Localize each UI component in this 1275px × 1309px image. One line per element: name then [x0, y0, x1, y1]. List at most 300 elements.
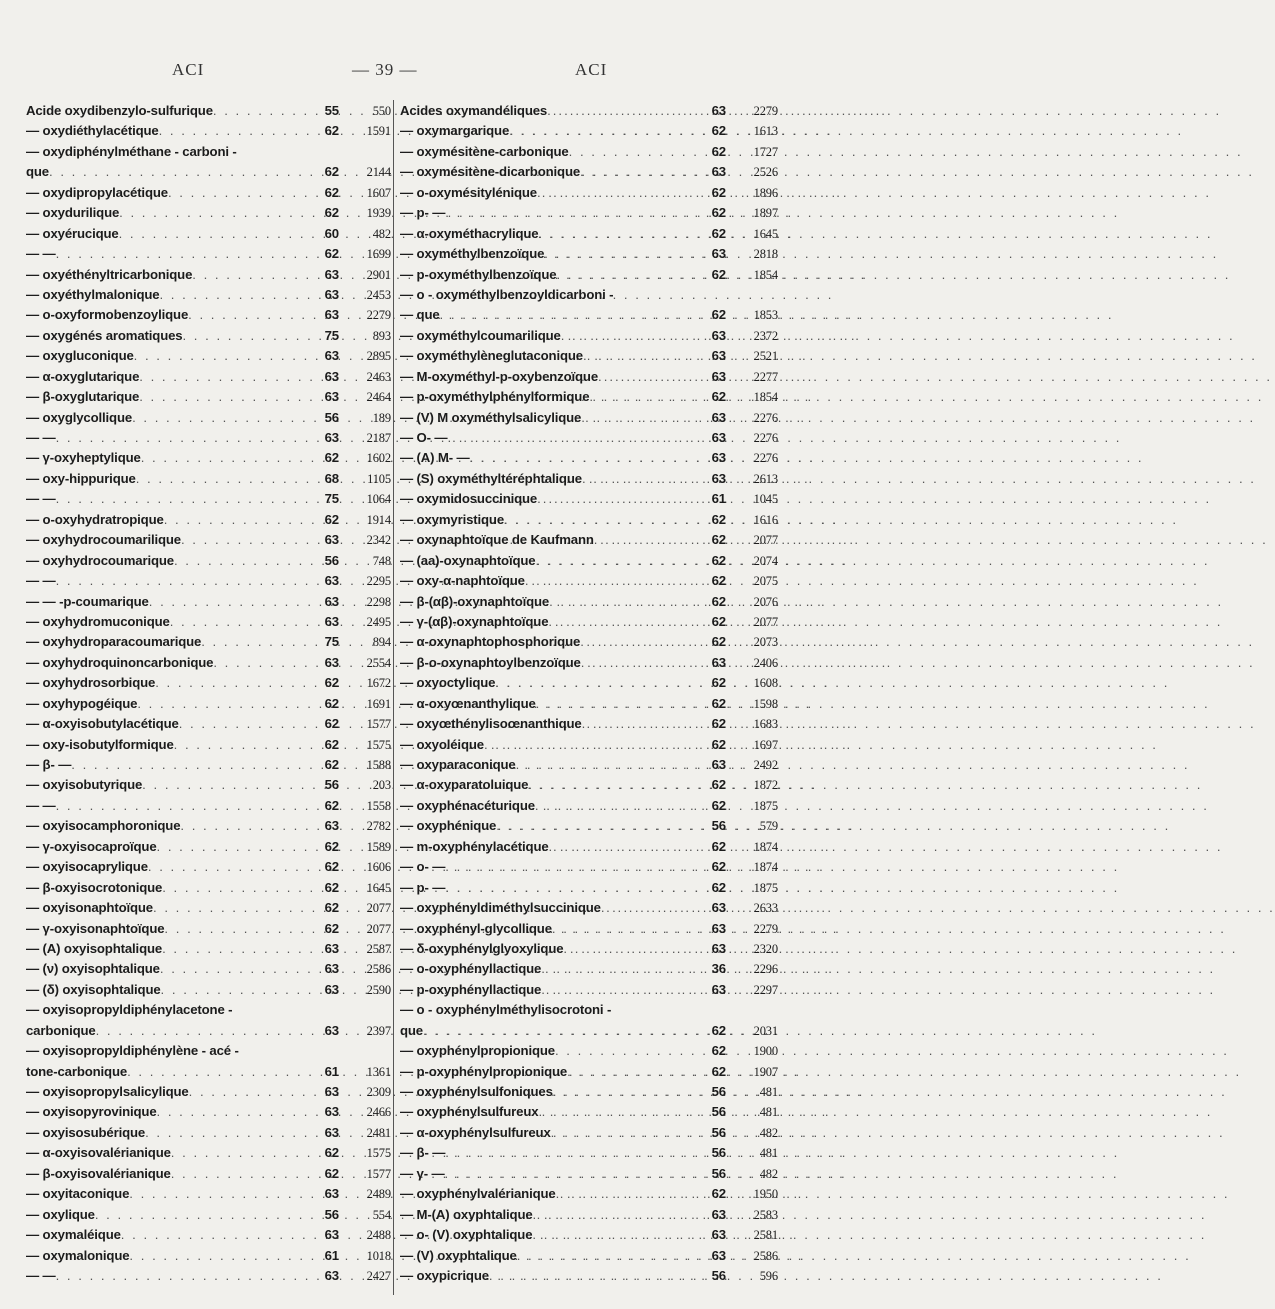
dot-leader	[119, 224, 313, 244]
entry-page: 482	[372, 226, 391, 241]
dot-leader	[136, 469, 313, 489]
entry-volume: 63	[711, 920, 726, 936]
entry-name: — (S) oxyméthyltéréphtalique	[400, 470, 582, 486]
entry-volume: 75	[324, 634, 339, 650]
index-entry	[26, 142, 391, 162]
entry-name: — oxyisonaphtoïque	[26, 900, 153, 916]
dot-leader	[56, 571, 313, 591]
index-entry	[400, 878, 778, 898]
entry-page: 2453	[366, 287, 391, 302]
entry-volume: 75	[324, 491, 339, 507]
entry-page: 893	[372, 328, 391, 343]
entry-name: — γ-oxyisocaproïque	[26, 838, 157, 854]
entry-name: — γ-(αβ)-oxynaphtoïque	[400, 613, 549, 629]
dot-leader	[134, 346, 313, 366]
dot-leader	[581, 653, 700, 673]
entry-page: 1606	[366, 860, 391, 875]
dot-leader	[164, 919, 313, 939]
entry-volume: 63	[711, 103, 726, 118]
entry-volume: 63	[711, 409, 726, 425]
entry-volume: 55	[324, 103, 339, 118]
entry-volume: 63	[711, 981, 726, 997]
entry-volume: 56	[711, 1084, 726, 1099]
entry-name: carbonique	[26, 1022, 96, 1038]
dot-leader	[121, 1225, 313, 1245]
entry-name: — oxyméthylcoumarilique	[400, 327, 561, 343]
dot-leader	[496, 816, 700, 836]
dot-leader	[582, 469, 700, 489]
entry-name: — oxyhydrocoumarique	[26, 552, 174, 568]
entry-volume: 63	[324, 1267, 339, 1283]
entry-page: 2464	[366, 390, 391, 405]
entry-name: — oxyphénylsulfoniques	[400, 1084, 553, 1099]
entry-volume: 62	[711, 879, 726, 895]
entry-page: 894	[372, 635, 391, 650]
entry-name: — oxymyristique	[400, 511, 505, 527]
entry-page: 2296	[753, 962, 778, 977]
index-entry	[26, 878, 391, 898]
entry-page: 1589	[366, 839, 391, 854]
index-entry	[400, 387, 778, 407]
entry-page: 2074	[753, 553, 778, 568]
entry-volume: 62	[324, 205, 339, 221]
index-entry	[400, 735, 778, 755]
entry-name: — oxyoctylique	[400, 675, 496, 691]
entry-name: tone-carbonique	[26, 1063, 128, 1079]
entry-volume: 56	[711, 1267, 726, 1283]
entry-page: 2276	[753, 431, 778, 445]
entry-name: — γ-oxyisonaphtoïque	[26, 920, 165, 936]
entry-volume: 63	[711, 940, 726, 956]
entry-page: 2295	[366, 574, 391, 589]
entry-name: — —	[26, 430, 56, 445]
dot-leader	[516, 755, 700, 775]
index-entry	[400, 592, 778, 612]
entry-page: 596	[759, 1268, 778, 1283]
entry-name: — oxyphénacéturique	[400, 797, 535, 813]
index-entry	[400, 469, 778, 489]
entry-name: — p-oxyphényllactique	[400, 981, 542, 997]
entry-volume: 56	[711, 1165, 726, 1181]
entry-volume: 56	[711, 1145, 726, 1161]
index-entry	[400, 1143, 778, 1163]
dot-leader	[561, 326, 700, 346]
entry-volume: 63	[711, 1206, 726, 1222]
dot-leader	[583, 346, 700, 366]
index-entry	[400, 632, 778, 652]
entry-name: — oxyhydromuconique	[26, 613, 170, 629]
entry-volume: 63	[711, 450, 726, 466]
entry-volume: 62	[324, 757, 339, 772]
entry-name: — (aa)-oxynaphtoïque	[400, 552, 536, 568]
entry-name: — α-oxyparatoluique	[400, 777, 529, 793]
index-entry	[26, 653, 391, 673]
entry-name: — — -p-coumarique	[26, 593, 149, 609]
entry-volume: 63	[324, 389, 339, 405]
dot-leader	[549, 837, 700, 857]
entry-page: 2031	[753, 1023, 778, 1038]
index-entry	[26, 1164, 391, 1184]
entry-name: — oxyérucique	[26, 225, 119, 241]
dot-leader	[525, 571, 700, 591]
dot-leader	[580, 632, 700, 652]
dot-leader	[159, 285, 313, 305]
entry-volume: 63	[324, 286, 339, 302]
entry-name: — β-oxyisovalérianique	[26, 1165, 171, 1181]
entry-volume: 63	[324, 981, 339, 997]
dot-leader	[555, 1041, 700, 1061]
entry-name: — α-oxyglutarique	[26, 368, 140, 384]
dot-leader	[537, 489, 700, 509]
dot-leader	[142, 775, 313, 795]
index-entry	[26, 551, 391, 571]
entry-name: que	[26, 164, 49, 180]
dot-leader	[157, 1102, 313, 1122]
index-entry	[400, 1205, 778, 1225]
entry-name: — m-oxyphénylacétique	[400, 838, 549, 854]
dot-leader	[547, 101, 700, 121]
entry-volume: 63	[324, 348, 339, 364]
entry-volume: 61	[711, 491, 726, 507]
index-entry	[400, 1102, 778, 1122]
entry-name: — o- (V) oxyphtalique	[400, 1227, 533, 1243]
dot-leader	[556, 1184, 700, 1204]
entry-page: 2075	[753, 574, 778, 589]
index-entry	[26, 939, 391, 959]
entry-name: — M-oxyméthyl-p-oxybenzoïque	[400, 368, 599, 384]
entry-name: Acide oxydibenzylo-sulfurique	[26, 103, 213, 118]
index-entry	[26, 775, 391, 795]
entry-page: 1575	[366, 1146, 391, 1161]
dot-leader	[544, 244, 700, 264]
entry-page: 2581	[753, 1228, 778, 1243]
entry-page: 2587	[366, 941, 391, 956]
dot-leader	[95, 1205, 313, 1225]
entry-name: — oxydurilique	[26, 205, 120, 221]
entry-name: — oxymésitène-carbonique	[400, 143, 569, 159]
entry-volume: 60	[324, 225, 339, 241]
entry-page: 1645	[753, 226, 778, 241]
entry-volume: 62	[324, 900, 339, 916]
entry-page: 2521	[753, 349, 778, 364]
dot-leader	[535, 796, 700, 816]
entry-name: — γ-oxyheptylique	[26, 450, 141, 466]
entry-page: 1727	[753, 144, 778, 159]
entry-page: 2320	[753, 941, 778, 956]
index-entry	[26, 694, 391, 714]
dot-leader	[132, 408, 313, 428]
index-entry	[26, 469, 391, 489]
entry-volume: 62	[711, 123, 726, 139]
entry-volume: 63	[324, 1186, 339, 1202]
entry-page: 1896	[753, 185, 778, 200]
entry-name: — o-oxyhydratropique	[26, 511, 164, 527]
dot-leader	[532, 1225, 700, 1245]
entry-page: 2077	[366, 901, 391, 916]
index-entry	[26, 183, 391, 203]
entry-name: — α-oxyisobutylacétique	[26, 716, 179, 732]
entry-volume: 63	[711, 654, 726, 670]
dot-leader	[56, 1266, 313, 1286]
entry-volume: 63	[711, 348, 726, 364]
entry-name: — oxygluconique	[26, 348, 134, 364]
entry-page: 2466	[366, 1105, 391, 1120]
entry-volume: 63	[324, 1104, 339, 1120]
index-entry	[400, 1000, 778, 1020]
entry-page: 748	[372, 553, 391, 568]
entry-volume: 63	[324, 307, 339, 323]
entry-page: 1939	[366, 206, 391, 221]
index-entry	[26, 857, 391, 877]
entry-volume: 56	[324, 409, 339, 425]
dot-leader	[149, 592, 313, 612]
entry-name: — (A) M- —	[400, 450, 470, 466]
entry-name: — oxymalonique	[26, 1247, 130, 1263]
entry-name: — α-oxyphénylsulfureux	[400, 1124, 551, 1140]
index-entry	[400, 224, 778, 244]
entry-name: — oxymargarique	[400, 123, 510, 139]
entry-name: — p- —	[400, 205, 446, 221]
entry-volume: 62	[324, 859, 339, 875]
entry-volume: 63	[324, 1124, 339, 1140]
running-header	[0, 60, 800, 88]
entry-name: — oxyméthylbenzoïque	[400, 246, 545, 262]
entry-name: — que	[400, 307, 440, 323]
entry-page: 550	[372, 104, 391, 118]
entry-name: — oxygénés aromatiques	[26, 327, 183, 343]
dot-leader	[171, 1143, 313, 1163]
index-entry	[400, 203, 778, 223]
index-entry	[400, 673, 778, 693]
entry-page: 1575	[366, 737, 391, 752]
dot-leader	[119, 203, 313, 223]
index-entry	[26, 510, 391, 530]
index-entry	[26, 244, 391, 264]
index-entry	[400, 653, 778, 673]
index-entry	[26, 489, 391, 509]
entry-page: 1897	[753, 206, 778, 221]
index-entry	[400, 796, 778, 816]
entry-page: 1577	[366, 1166, 391, 1181]
index-entry	[26, 428, 391, 448]
entry-page: 1683	[753, 717, 778, 732]
index-entry	[26, 755, 391, 775]
entry-name: — oxyhypogéique	[26, 695, 138, 711]
dot-leader	[528, 775, 700, 795]
entry-name: — p-oxyméthylbenzoïque	[400, 266, 557, 282]
index-entry	[400, 898, 778, 918]
entry-volume: 62	[324, 164, 339, 180]
entry-volume: 62	[324, 736, 339, 752]
dot-leader	[179, 714, 313, 734]
index-entry	[400, 346, 778, 366]
entry-volume: 62	[711, 1022, 726, 1038]
entry-volume: 62	[324, 246, 339, 262]
entry-name: — β-o-oxynaphtoylbenzoïque	[400, 654, 581, 670]
dot-leader	[484, 735, 700, 755]
dot-leader	[127, 1062, 313, 1082]
index-entry	[26, 1000, 391, 1020]
entry-page: 481	[759, 1146, 778, 1161]
entry-volume: 62	[711, 573, 726, 589]
entry-name: — o - oxyphénylméthylisocrotoni -	[400, 1002, 612, 1018]
entry-page: 1616	[753, 512, 778, 527]
index-entry	[400, 714, 778, 734]
entry-name: — α-oxyméthacrylique	[400, 225, 539, 241]
entry-volume: 62	[711, 777, 726, 793]
entry-name: — α-oxyœnanthylique	[400, 695, 536, 711]
entry-volume: 62	[711, 511, 726, 527]
index-entry	[26, 448, 391, 468]
entry-name: — o- —	[400, 859, 446, 875]
entry-volume: 62	[324, 838, 339, 854]
entry-volume: 62	[711, 736, 726, 752]
entry-volume: 63	[711, 164, 726, 180]
entry-volume: 61	[324, 1247, 339, 1263]
entry-volume: 62	[324, 123, 339, 139]
entry-volume: 62	[324, 511, 339, 527]
index-entry	[26, 816, 391, 836]
entry-name: — (V) M oxyméthylsalicylique	[400, 409, 582, 425]
dot-leader	[445, 1143, 700, 1163]
entry-volume: 63	[711, 1247, 726, 1263]
index-entry	[26, 673, 391, 693]
entry-name: — oxyglycollique	[26, 409, 133, 425]
index-entry	[400, 837, 778, 857]
entry-name: — γ- —	[400, 1165, 445, 1181]
entry-page: 1900	[753, 1044, 778, 1059]
entry-page: 2372	[753, 328, 778, 343]
entry-page: 1591	[366, 124, 391, 139]
header-left: ACI	[172, 60, 205, 79]
entry-name: Acides oxymandéliques	[400, 103, 548, 118]
entry-name: — oxymaléique	[26, 1227, 121, 1243]
entry-page: 189	[372, 410, 391, 425]
entry-volume: 62	[711, 797, 726, 813]
index-entry	[26, 1184, 391, 1204]
entry-volume: 75	[324, 327, 339, 343]
entry-page: 2077	[366, 921, 391, 936]
dot-leader	[535, 551, 700, 571]
entry-name: — β-oxyglutarique	[26, 389, 140, 405]
dot-leader	[192, 265, 313, 285]
entry-volume: 62	[324, 1145, 339, 1161]
dot-leader	[164, 510, 313, 530]
index-entry	[400, 162, 778, 182]
entry-page: 1018	[366, 1248, 391, 1263]
index-entry	[26, 1041, 391, 1061]
entry-volume: 62	[711, 1043, 726, 1059]
entry-volume: 63	[324, 593, 339, 609]
entry-name: — oxyéthylmalonique	[26, 286, 160, 302]
index-entry	[400, 142, 778, 162]
index-entry	[26, 980, 391, 1000]
entry-name: — oxyisopyrovinique	[26, 1104, 157, 1120]
entry-name: — oxyhydroparacoumarique	[26, 634, 202, 650]
entry-page: 2586	[753, 1248, 778, 1263]
column-divider	[393, 100, 394, 1295]
dot-leader	[445, 203, 700, 223]
index-entry	[400, 694, 778, 714]
index-column-left	[26, 101, 391, 1301]
entry-page: 2073	[753, 635, 778, 650]
index-entry	[26, 326, 391, 346]
entry-page: 1598	[753, 696, 778, 711]
entry-page: 2526	[753, 165, 778, 180]
dot-leader	[537, 183, 700, 203]
index-entry	[400, 857, 778, 877]
index-entry	[400, 1062, 778, 1082]
entry-page: 2488	[366, 1228, 391, 1243]
index-entry	[400, 816, 778, 836]
dot-leader	[569, 142, 700, 162]
entry-page: 1875	[753, 880, 778, 895]
entry-page: 1607	[366, 185, 391, 200]
entry-name: — α-oxynaphtophosphorique	[400, 634, 581, 650]
entry-page: 1874	[753, 860, 778, 875]
entry-page: 1907	[753, 1064, 778, 1079]
entry-name: — δ-oxyphénylglyoxylique	[400, 940, 564, 956]
index-entry	[26, 1082, 391, 1102]
entry-volume: 63	[324, 613, 339, 629]
index-entry	[26, 1021, 391, 1041]
dot-leader	[174, 551, 313, 571]
entry-page: 1105	[367, 471, 391, 486]
entry-name: que	[400, 1022, 423, 1038]
entry-page: 2583	[753, 1207, 778, 1222]
entry-volume: 63	[711, 327, 726, 343]
index-entry	[400, 448, 778, 468]
entry-volume: 63	[324, 654, 339, 670]
index-entry	[400, 775, 778, 795]
entry-name: — β- —	[400, 1145, 446, 1161]
entry-name: — —	[26, 1267, 56, 1283]
entry-name: — β- —	[26, 757, 72, 772]
index-entry	[26, 632, 391, 652]
entry-page: 2309	[366, 1085, 391, 1099]
entry-volume: 62	[711, 552, 726, 568]
entry-page: 2342	[366, 533, 391, 548]
dot-leader	[447, 428, 700, 448]
entry-page: 1854	[753, 390, 778, 405]
entry-name: — oxyisopropyldiphénylacetone -	[26, 1002, 233, 1018]
entry-name: — (V) oxyphtalique	[400, 1247, 517, 1263]
index-entry	[26, 837, 391, 857]
entry-page: 1691	[366, 696, 391, 711]
entry-volume: 62	[324, 716, 339, 732]
entry-volume: 62	[324, 450, 339, 466]
index-entry	[26, 1225, 391, 1245]
index-entry	[26, 305, 391, 325]
entry-page: 2279	[753, 104, 778, 118]
entry-volume: 62	[711, 184, 726, 200]
index-entry	[400, 530, 778, 550]
entry-page: 2613	[753, 471, 778, 486]
entry-name: — oxyœthénylisoœnanthique	[400, 716, 582, 732]
index-entry	[400, 939, 778, 959]
index-entry	[400, 285, 778, 305]
dot-leader	[445, 878, 700, 898]
index-column-right	[400, 101, 778, 1301]
entry-volume: 62	[711, 307, 726, 323]
index-entry	[400, 367, 778, 387]
entry-page: 1872	[753, 778, 778, 793]
entry-page: 554	[372, 1207, 391, 1222]
dot-leader	[56, 244, 313, 264]
index-entry	[26, 571, 391, 591]
entry-name: — p-oxyphénylpropionique	[400, 1063, 568, 1079]
index-entry	[400, 1266, 778, 1286]
